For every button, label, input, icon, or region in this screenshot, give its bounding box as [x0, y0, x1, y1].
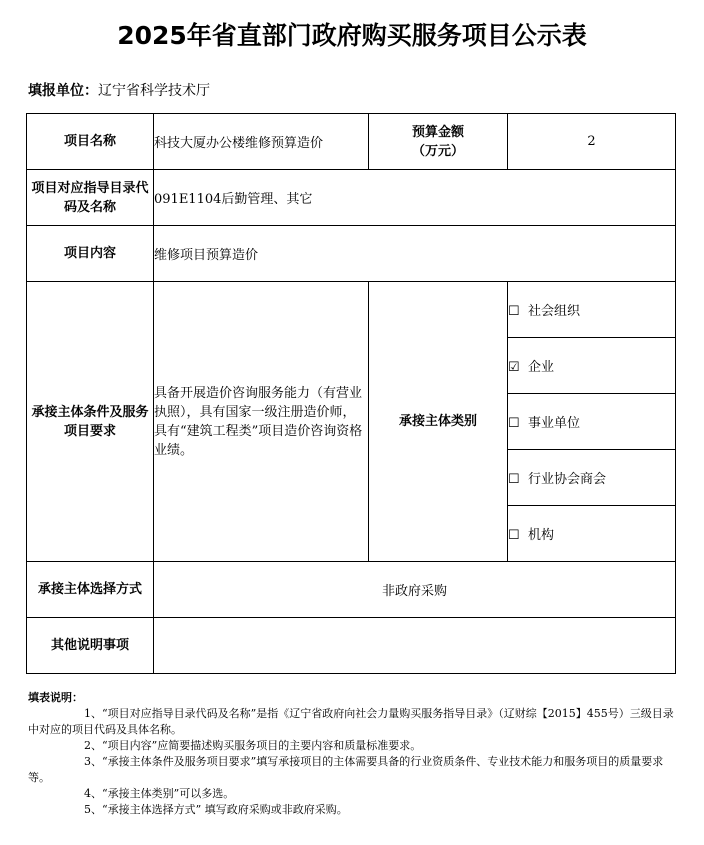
instruction-item: 3、“承接主体条件及服务项目要求”填写承接项目的主体需要具备的行业资质条件、专业技术能力和服务项目的质量要求等。	[28, 755, 664, 784]
other-notes-value	[154, 618, 676, 674]
instruction-item: 2、“项目内容”应简要描述购买服务项目的主要内容和质量标准要求。	[84, 739, 422, 752]
table-row	[27, 226, 676, 282]
option-label: 企业	[528, 360, 555, 375]
checkbox-icon: ☐	[508, 528, 520, 543]
instruction-item: 1、“项目对应指导目录代码及名称”是指《辽宁省政府向社会力量购买服务指导目录》（辽财综【2015】455号）三级目录中对应的项目代码及具体名称。	[28, 707, 674, 736]
table-row	[27, 170, 676, 226]
filing-unit-value: 辽宁省科学技术厅	[98, 83, 210, 99]
filing-unit-label: 填报单位：	[28, 83, 98, 99]
budget-label-line2: （万元）	[411, 143, 464, 159]
option-industry-association[interactable]	[508, 450, 676, 506]
page-title: 2025年省直部门政府购买服务项目公示表	[117, 21, 587, 50]
checkbox-icon: ☐	[508, 304, 520, 319]
catalog-label: 项目对应指导目录代码及名称	[27, 170, 154, 226]
table-row	[27, 282, 676, 338]
catalog-value: 091E1104后勤管理、其它	[154, 170, 676, 226]
budget-label-line1: 预算金额	[411, 124, 464, 140]
selection-method-label: 承接主体选择方式	[27, 562, 154, 618]
instructions-title: 填表说明：	[28, 691, 83, 704]
other-notes-label: 其他说明事项	[27, 618, 154, 674]
content-value: 维修项目预算造价	[154, 226, 676, 282]
option-label: 事业单位	[528, 416, 581, 431]
option-social-org[interactable]	[508, 282, 676, 338]
project-name-label: 项目名称	[27, 114, 154, 170]
option-public-institution[interactable]	[508, 394, 676, 450]
content-label: 项目内容	[27, 226, 154, 282]
option-label: 行业协会商会	[528, 472, 607, 487]
option-label: 社会组织	[528, 304, 581, 319]
budget-label	[369, 114, 508, 170]
option-organization[interactable]	[508, 506, 676, 562]
table-row	[27, 618, 676, 674]
instruction-item: 4、“承接主体类别”可以多选。	[84, 787, 235, 800]
table-row	[27, 562, 676, 618]
subject-type-label: 承接主体类别	[369, 282, 508, 562]
requirements-label: 承接主体条件及服务项目要求	[27, 282, 154, 562]
checkbox-icon: ☐	[508, 472, 520, 487]
project-table	[26, 113, 676, 674]
filing-unit	[28, 80, 210, 100]
budget-value: 2	[508, 114, 676, 170]
table-row	[27, 114, 676, 170]
option-enterprise[interactable]	[508, 338, 676, 394]
requirements-value: 具备开展造价咨询服务能力（有营业执照），具有国家一级注册造价师，具有“建筑工程类”项目造价咨询资格业绩。	[154, 282, 369, 562]
checkbox-icon: ☐	[508, 416, 520, 431]
project-name-value: 科技大厦办公楼维修预算造价	[154, 114, 369, 170]
selection-method-value: 非政府采购	[154, 562, 676, 618]
instruction-item: 5、“承接主体选择方式” 填写政府采购或非政府采购。	[84, 803, 348, 816]
filling-instructions	[28, 690, 678, 818]
option-label: 机构	[528, 528, 555, 543]
checkbox-checked-icon: ☑	[508, 360, 520, 375]
